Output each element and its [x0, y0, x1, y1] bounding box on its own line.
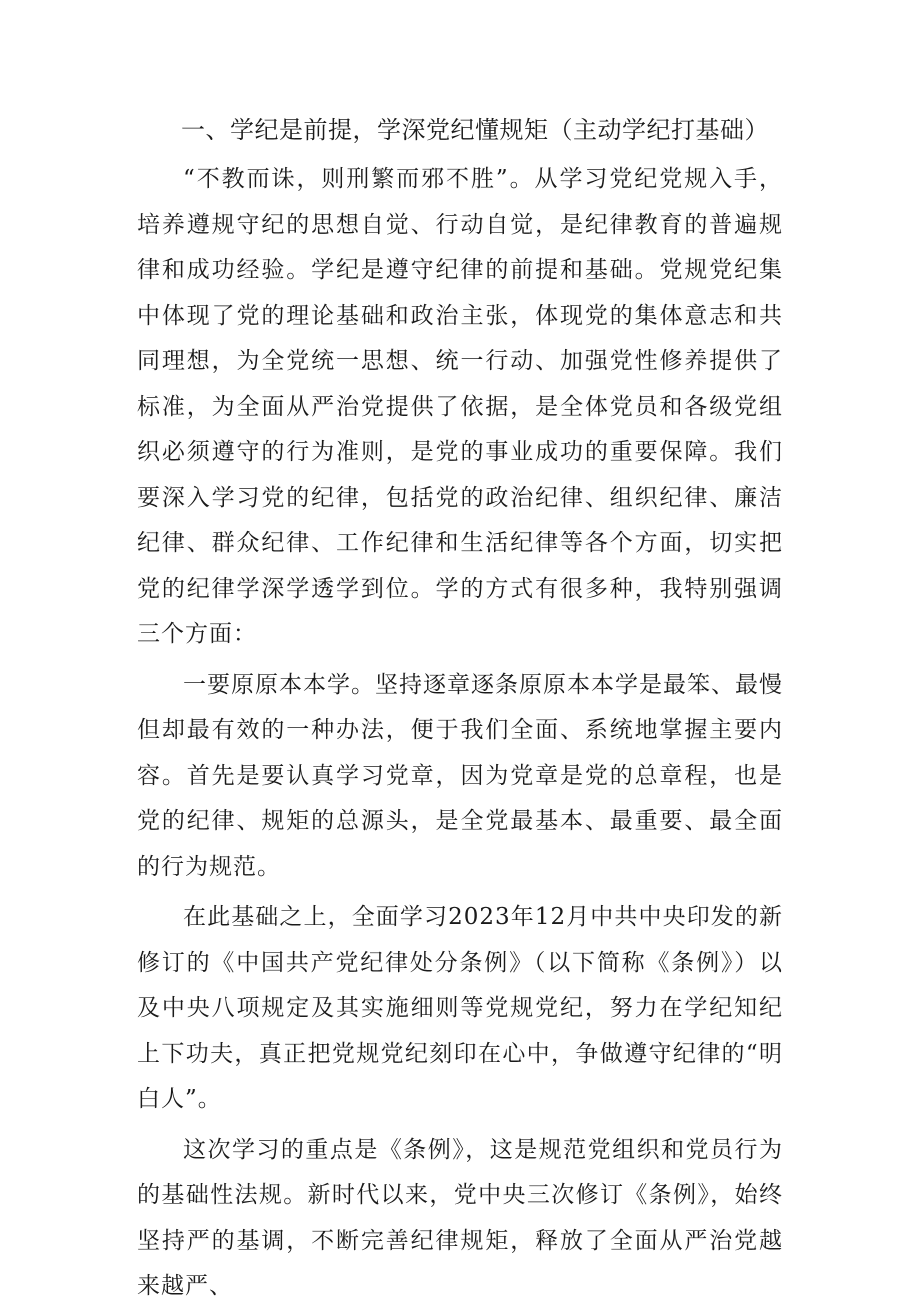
- document-body: [137, 108, 783, 1310]
- paragraph-intro: “不教而诛，则刑繁而邪不胜”。从学习党纪党规入手，培养遵规守纪的思想自觉、行动自觉，是纪律教育的普遍规律和成功经验。学纪是遵守纪律的前提和基础。党规党纪集中体现了党的理论基础和政治主张，体现党的集体意志和共同理想，为全党统一思想、统一行动、加强党性修养提供了标准，为全面从严治党提供了依据，是全体党员和各级党组织必须遵守的行为准则，是党的事业成功的重要保障。我们要深入学习党的纪律，包括党的政治纪律、组织纪律、廉洁纪律、群众纪律、工作纪律和生活纪律等各个方面，切实把党的纪律学深学透学到位。学的方式有很多种，我特别强调三个方面：: [137, 166, 783, 647]
- section-heading: 一、学纪是前提，学深党纪懂规矩（主动学纪打基础）: [181, 116, 769, 144]
- paragraph-focus: 这次学习的重点是《条例》，这是规范党组织和党员行为的基础性法规。新时代以来，党中央三次修订《条例》，始终坚持严的基调，不断完善纪律规矩，释放了全面从严治党越来越严、: [137, 1136, 783, 1299]
- paragraph-regulations: 在此基础之上，全面学习2023年12月中共中央印发的新修订的《中国共产党纪律处分条例》（以下简称《条例》）以及中央八项规定及其实施细则等党规党纪，努力在学纪知纪上下功夫，真正把党规党纪刻印在心中，争做遵守纪律的“明白人”。: [137, 904, 783, 1112]
- paragraph-study-original: 一要原原本本学。坚持逐章逐条原原本本学是最笨、最慢但却最有效的一种办法，便于我们全面、系统地掌握主要内容。首先是要认真学习党章，因为党章是党的总章程，也是党的纪律、规矩的总源头，是全党最基本、最重要、最全面的行为规范。: [137, 671, 783, 880]
